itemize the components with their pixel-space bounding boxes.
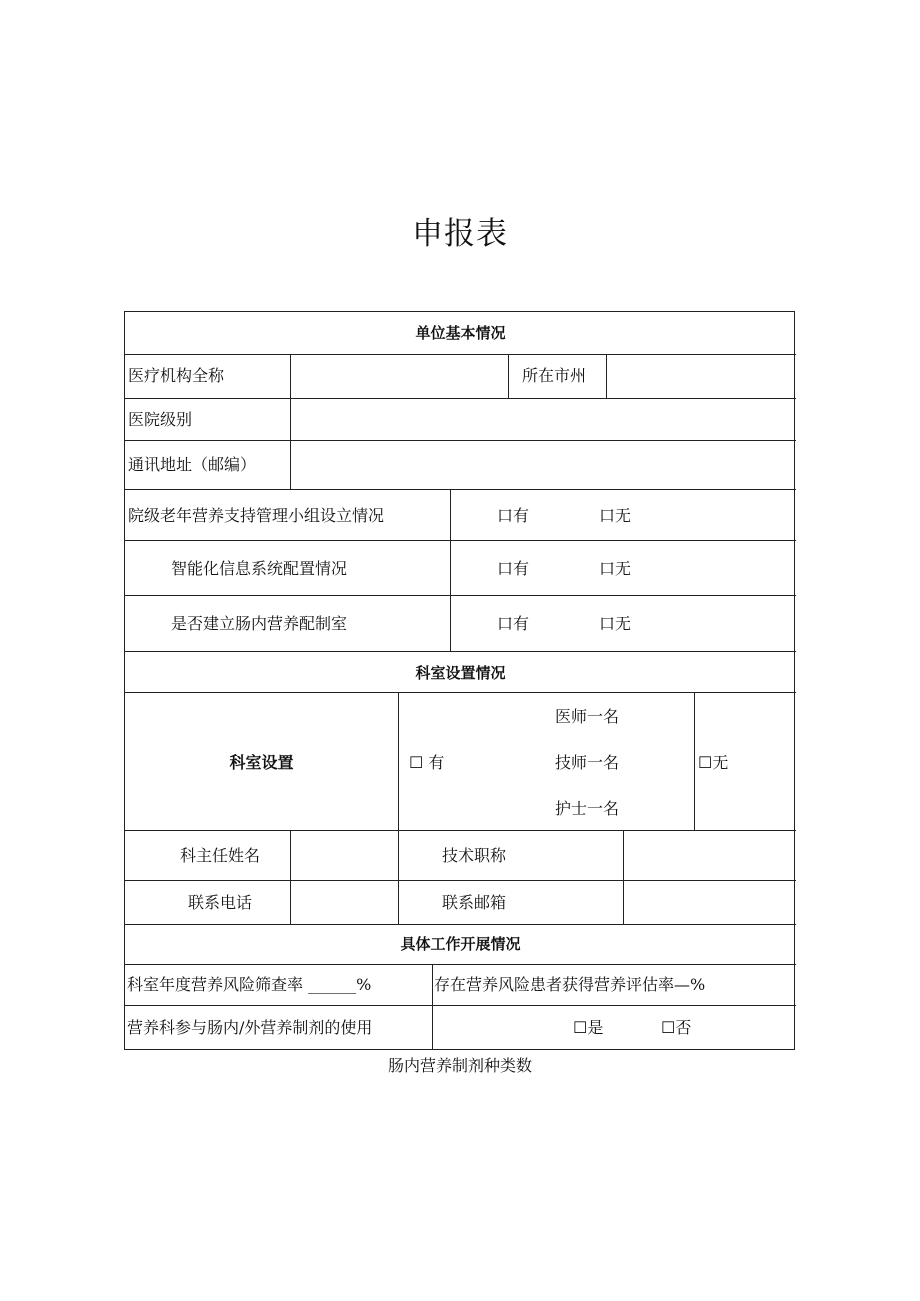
director-name-field[interactable] xyxy=(291,831,397,879)
city-field[interactable] xyxy=(607,355,795,397)
application-form-table xyxy=(124,311,795,1050)
page-title: 申报表 xyxy=(412,216,508,252)
institution-name-field[interactable] xyxy=(291,355,507,397)
email-field[interactable] xyxy=(624,881,795,923)
unit-info-header: 单位基本情况 xyxy=(415,324,506,342)
prep-room-yes-checkbox[interactable]: 口有 xyxy=(497,614,530,633)
team-yes-checkbox[interactable]: 口有 xyxy=(497,506,530,525)
nurse-count-label: 护士一名 xyxy=(555,799,620,818)
dept-setting-label: 科室设置 xyxy=(229,753,294,772)
address-label: 通讯地址（邮编） xyxy=(128,455,257,474)
work-progress-header: 具体工作开展情况 xyxy=(400,935,521,953)
info-system-label: 智能化信息系统配置情况 xyxy=(171,559,348,578)
address-field[interactable] xyxy=(291,441,795,489)
hospital-level-field[interactable] xyxy=(291,399,795,439)
enteral-preparation-types-label: 肠内营养制剂种类数 xyxy=(387,1056,532,1075)
dept-setup-header: 科室设置情况 xyxy=(415,664,506,682)
doctor-count-label: 医师一名 xyxy=(555,707,620,726)
usage-no-checkbox[interactable]: ☐否 xyxy=(661,1018,692,1037)
tech-title-field[interactable] xyxy=(624,831,795,879)
prep-room-no-checkbox[interactable]: 口无 xyxy=(599,614,632,633)
system-yes-checkbox[interactable]: 口有 xyxy=(497,559,530,578)
city-label: 所在市州 xyxy=(522,366,587,385)
usage-yes-checkbox[interactable]: ☐是 xyxy=(573,1018,604,1037)
dept-has-checkbox[interactable]: ☐ 有 xyxy=(409,753,445,772)
tech-title-label: 技术职称 xyxy=(442,846,507,865)
preparation-usage-label: 营养科参与肠内/外营养制剂的使用 xyxy=(127,1018,373,1037)
phone-field[interactable] xyxy=(291,881,397,923)
technician-count-label: 技师一名 xyxy=(555,753,620,772)
institution-name-label: 医疗机构全称 xyxy=(128,366,225,385)
director-name-label: 科主任姓名 xyxy=(180,846,261,865)
email-label: 联系邮箱 xyxy=(442,893,507,912)
prep-room-label: 是否建立肠内营养配制室 xyxy=(171,614,348,633)
management-team-label: 院级老年营养支持管理小组设立情况 xyxy=(128,506,385,525)
screening-rate-label: 科室年度营养风险筛查率 ______% xyxy=(127,975,372,994)
phone-label: 联系电话 xyxy=(188,893,253,912)
dept-none-checkbox[interactable]: ☐无 xyxy=(698,753,729,772)
hospital-level-label: 医院级别 xyxy=(128,410,193,429)
team-no-checkbox[interactable]: 口无 xyxy=(599,506,632,525)
assessment-rate-label: 存在营养风险患者获得营养评估率—% xyxy=(434,975,706,994)
system-no-checkbox[interactable]: 口无 xyxy=(599,559,632,578)
